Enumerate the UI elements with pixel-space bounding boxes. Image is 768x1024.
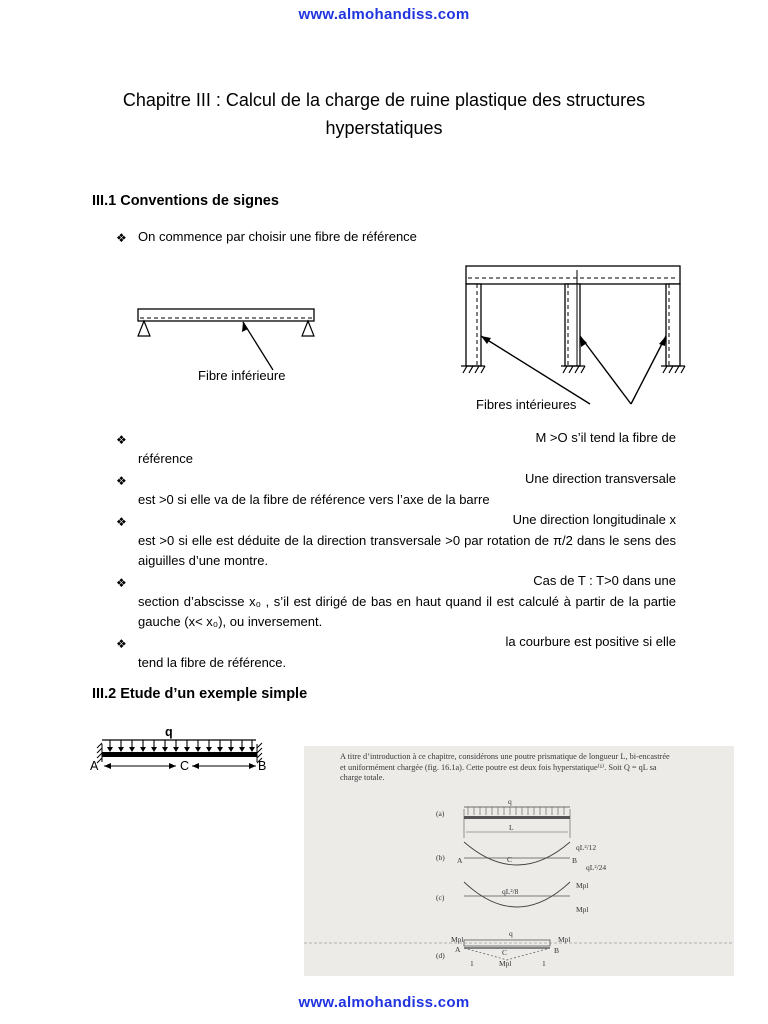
label-fibres-interieures: Fibres intérieures bbox=[476, 397, 577, 412]
bullet-rest: section d’abscisse x₀ , s’il est dirigé de bas en haut quand il est calculé à partir de la partie gauche (x< x₀), ou inversement. bbox=[138, 593, 676, 629]
scan-label: Mpl bbox=[499, 959, 512, 968]
scan-load-icon bbox=[468, 807, 564, 815]
section-number: III.2 bbox=[92, 686, 117, 702]
scan-label: 1 bbox=[542, 959, 546, 968]
scan-label: 1 bbox=[470, 959, 474, 968]
arrowhead-icon bbox=[580, 336, 587, 347]
header-site-link[interactable]: www.almohandiss.com bbox=[298, 6, 470, 23]
arrowhead-icon bbox=[659, 336, 666, 346]
diamond-bullet-icon: ❖ bbox=[116, 637, 127, 651]
scan-moment-curve bbox=[464, 842, 570, 865]
scan-text-line: charge totale. bbox=[340, 773, 385, 782]
load-label-q: q bbox=[165, 725, 173, 739]
bullet-rest: est >0 si elle est déduite de la direction transversale >0 par rotation de π/2 dans le sens des aiguilles d’une montre. bbox=[138, 532, 676, 568]
section-heading-2 bbox=[92, 686, 307, 702]
bullet-text-fibre: On commence par choisir une fibre de référence bbox=[138, 229, 417, 244]
diamond-bullet-icon: ❖ bbox=[116, 231, 127, 245]
scan-label: B bbox=[554, 946, 560, 955]
scan-label: (b) bbox=[436, 853, 445, 862]
scan-label: Mpl bbox=[576, 881, 589, 890]
diamond-bullet-icon: ❖ bbox=[116, 515, 127, 529]
beam-bar bbox=[102, 752, 257, 757]
scanned-excerpt bbox=[304, 746, 734, 976]
section-heading-1 bbox=[92, 193, 279, 209]
arrowhead-icon bbox=[249, 763, 256, 769]
scan-label: qL²/12 bbox=[576, 843, 597, 852]
scan-label: B bbox=[572, 856, 578, 865]
bullet-text-effort-tranchant bbox=[138, 571, 676, 633]
point-label-b: B bbox=[258, 759, 267, 773]
scan-label: q bbox=[509, 929, 513, 938]
scan-label: Mpl bbox=[451, 935, 464, 944]
scan-label: A bbox=[455, 945, 461, 954]
diamond-bullet-icon: ❖ bbox=[116, 576, 127, 590]
bullet-head: Une direction longitudinale x bbox=[512, 512, 676, 527]
bullet-rest: référence bbox=[138, 450, 193, 466]
left-support-icon bbox=[138, 321, 150, 336]
scan-label: (d) bbox=[436, 951, 445, 960]
diamond-bullet-icon: ❖ bbox=[116, 474, 127, 488]
scan-label: (c) bbox=[436, 893, 445, 902]
footer-site-link[interactable]: www.almohandiss.com bbox=[298, 994, 470, 1011]
load-arrowheads-icon bbox=[107, 747, 255, 752]
section-title: Conventions de signes bbox=[116, 193, 279, 209]
label-fibre-inferieure: Fibre inférieure bbox=[198, 368, 286, 383]
right-support-icon bbox=[302, 321, 314, 336]
point-label-c: C bbox=[180, 759, 190, 773]
column-middle bbox=[565, 284, 580, 366]
scan-text-line: A titre d’introduction à ce chapitre, considérons une poutre prismatique de longueur L, bi-encastrée bbox=[340, 752, 670, 761]
fixed-beam-diagram bbox=[90, 722, 280, 777]
arrowhead-icon bbox=[481, 336, 491, 344]
bullet-head: Une direction transversale bbox=[524, 471, 676, 486]
bullet-text-courbure bbox=[138, 632, 676, 673]
scan-label: qL²/24 bbox=[586, 863, 607, 872]
bullet-head: Cas de T : T>0 dans une bbox=[533, 573, 676, 588]
beam-outline bbox=[138, 309, 314, 321]
scan-label: (a) bbox=[436, 809, 445, 818]
scan-label: A bbox=[457, 856, 463, 865]
arrowhead-icon bbox=[169, 763, 176, 769]
scan-label: Mpl bbox=[558, 935, 571, 944]
column-left bbox=[466, 284, 481, 366]
diamond-bullet-icon: ❖ bbox=[116, 433, 127, 447]
arrowhead-icon bbox=[242, 322, 248, 332]
bullet-rest: tend la fibre de référence. bbox=[138, 654, 287, 670]
arrowhead-icon bbox=[104, 763, 111, 769]
bullet-text-moment bbox=[138, 428, 676, 469]
chapter-title: Chapitre III : Calcul de la charge de ruine plastique des structures hyperstatiques bbox=[122, 90, 646, 138]
bullet-text-transversale bbox=[138, 469, 676, 510]
scan-label: C bbox=[507, 855, 513, 864]
bullet-head: M >O s’il tend la fibre de bbox=[535, 430, 676, 445]
bullet-head: la courbure est positive si elle bbox=[505, 634, 676, 649]
bullet-text-longitudinale bbox=[138, 510, 676, 572]
ground-hatch-icon bbox=[461, 366, 685, 373]
scan-text-line: et uniformément chargée (fig. 16.1a). Cette poutre est deux fois hyperstatique⁽¹⁾. Soit Q = qL sa bbox=[340, 762, 657, 772]
scan-figure bbox=[304, 746, 734, 976]
bullet-rest: est >0 si elle va de la fibre de référence vers l’axe de la barre bbox=[138, 491, 490, 507]
point-label-a: A bbox=[90, 759, 99, 773]
scan-label: C bbox=[502, 948, 508, 957]
arrowhead-icon bbox=[192, 763, 199, 769]
scan-label: qL²/8 bbox=[502, 887, 519, 896]
section-title: Etude d’un exemple simple bbox=[116, 686, 308, 702]
scan-label: q bbox=[508, 797, 512, 806]
column-right bbox=[666, 284, 680, 366]
scan-label: Mpl bbox=[576, 905, 589, 914]
scan-label: L bbox=[509, 823, 514, 832]
section-number: III.1 bbox=[92, 193, 117, 209]
frame-top-beam bbox=[466, 266, 680, 284]
